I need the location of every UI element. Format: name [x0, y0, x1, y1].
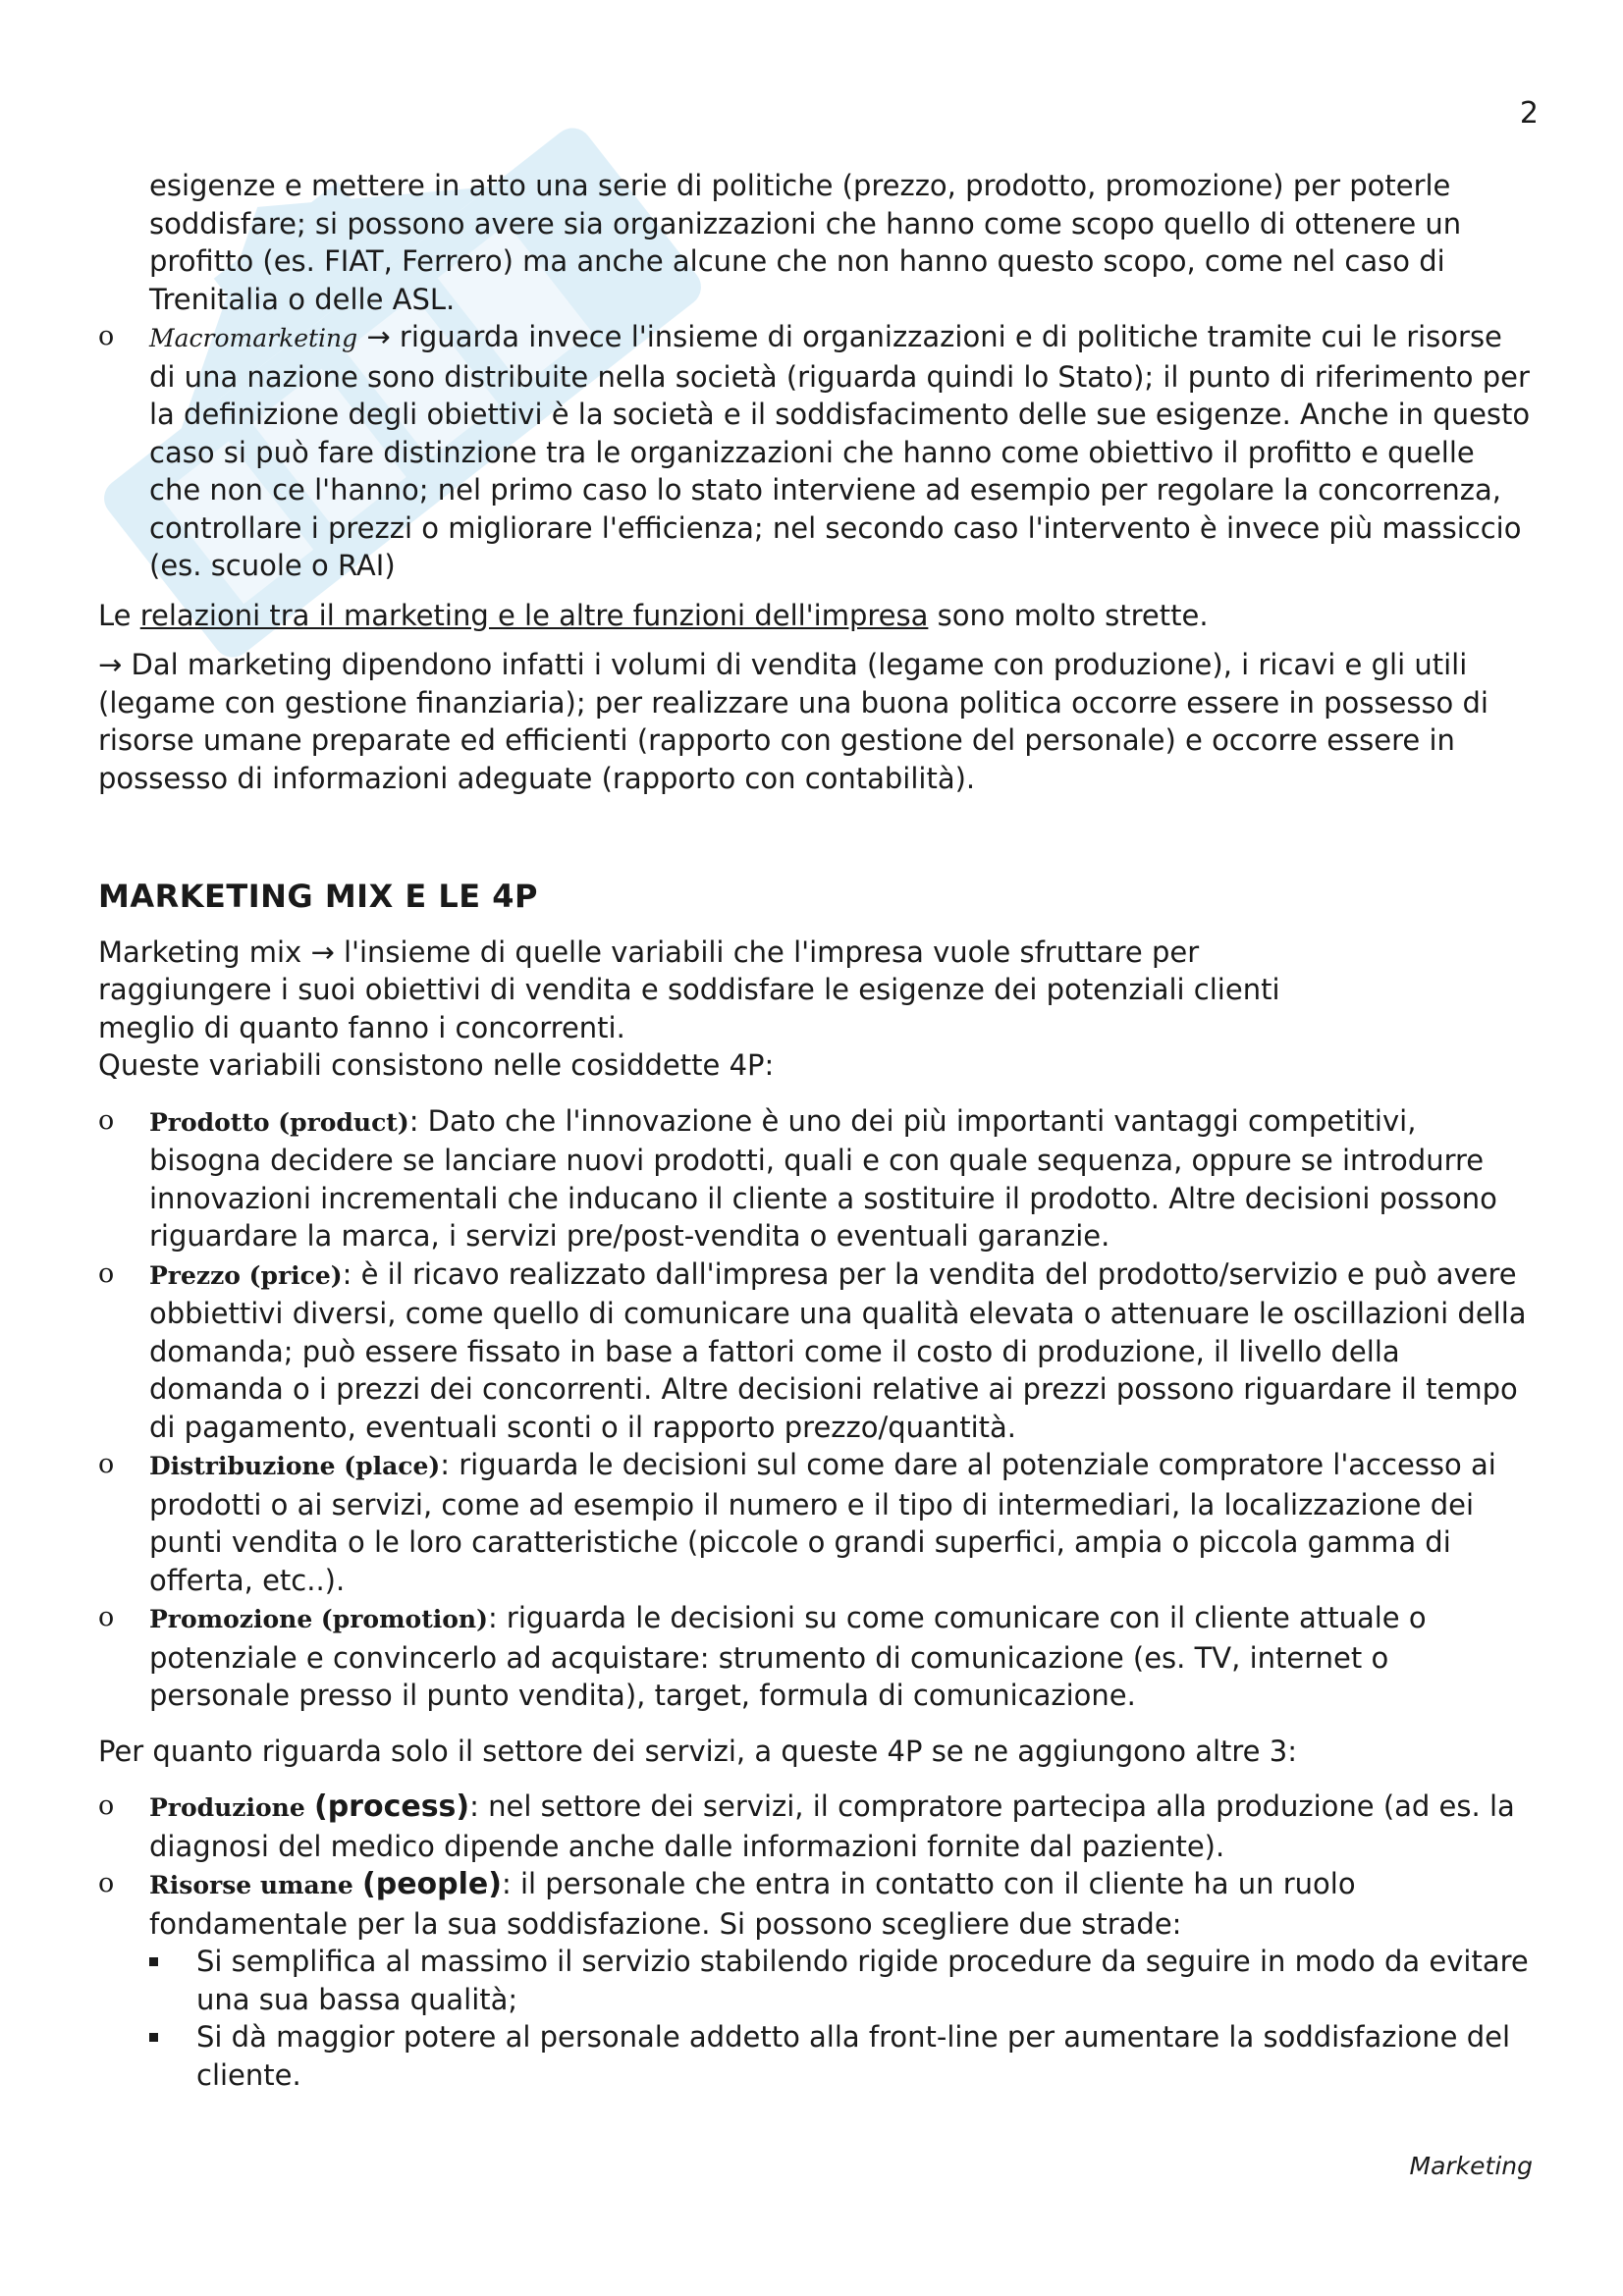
people-options-list [98, 1943, 1532, 2094]
mix-definition [98, 934, 1532, 1085]
term-promotion: Promozione (promotion) [149, 1605, 488, 1633]
mix-definition-line: meglio di quanto fanno i concorrenti. [98, 1010, 625, 1044]
bullet-marker: o [98, 1602, 115, 1632]
mix-definition-line: raggiungere i suoi obiettivi di vendita e soddisfare le esigenze dei potenziali clienti [98, 973, 1280, 1006]
mix-definition-line: Queste variabili consistono nelle cosiddette 4P: [98, 1048, 775, 1082]
place-text: : riguarda le decisioni sul come dare al potenziale compratore l'accesso ai prodotti o ai servizi, come ad esempio il numero e il tipo di intermediari, la localizzazione dei punti vendita o le loro caratteristiche (piccole o grandi superfici, ampia o piccola gamma di offerta, etc..). [149, 1448, 1496, 1597]
term-place: Distribuzione (place) [149, 1452, 441, 1480]
bullet-marker: o [98, 1104, 115, 1136]
option-text: Si dà maggior potere al personale addetto alla front-line per aumentare la soddisfazione del cliente. [196, 2020, 1511, 2092]
intro-continuation: esigenze e mettere in atto una serie di politiche (prezzo, prodotto, promozione) per poterle soddisfare; si possono avere sia organizzazioni che hanno come scopo quello di ottenere un profitto (es. FIAT, Ferrero) ma anche alcune che non hanno questo scopo, come nel caso di Trenitalia o delle ASL. [149, 169, 1462, 316]
bullet-marker: o [98, 321, 115, 351]
term-macromarketing: Macromarketing [149, 324, 358, 352]
list-item-place [98, 1446, 1532, 1599]
promotion-text: : riguarda le decisioni su come comunicare con il cliente attuale o potenziale e convincerlo ad acquistare: strumento di comunicazione (es. TV, internet o personale presso il punto vendita), target, formula di comunicazione. [149, 1601, 1427, 1712]
bullet-marker: o [98, 1790, 115, 1821]
arrow-icon: → [98, 648, 123, 681]
list-item-option [98, 2018, 1532, 2094]
term-product: Prodotto (product) [149, 1107, 409, 1137]
list-item-product [98, 1102, 1532, 1255]
list-item-option [98, 1943, 1532, 2018]
macromarketing-text: riguarda invece l'insieme di organizzazioni e di politiche tramite cui le risorse di una nazione sono distribuite nella società (riguarda quindi lo Stato); il punto di riferimento per la definizione degli obiettivi è la società e il soddisfacimento delle sue esigenze. Anche in questo caso si può fare distinzione tra le organizzazioni che hanno come obiettivo il profitto e quelle che non ce l'hanno; nel primo caso lo stato interviene ad esempio per regolare la concorrenza, controllare i prezzi o migliorare l'efficienza; nel secondo caso l'intervento è invece più massiccio (es. scuole o RAI) [149, 320, 1531, 582]
term-price: Prezzo (price) [149, 1260, 343, 1290]
term-people-en: (people) [362, 1867, 502, 1901]
list-item-macromarketing [98, 318, 1532, 585]
bullet-marker: o [98, 1449, 115, 1479]
document-body [98, 167, 1532, 2094]
list-item-people [98, 1865, 1532, 1943]
term-people: Risorse umane [149, 1871, 353, 1899]
square-bullet-icon [149, 2033, 158, 2042]
list-item-price [98, 1255, 1532, 1447]
relations-suffix: sono molto strette. [937, 598, 1209, 632]
square-bullet-icon [149, 1957, 158, 1966]
term-process-en: (process) [313, 1789, 470, 1824]
services-intro: Per quanto riguarda solo il settore dei servizi, a queste 4P se ne aggiungono altre 3: [98, 1734, 1297, 1768]
option-text: Si semplifica al massimo il servizio stabilendo rigide procedure da seguire in modo da evitare una sua bassa qualità; [196, 1945, 1529, 2016]
list-item-process [98, 1788, 1532, 1865]
price-text: : è il ricavo realizzato dall'impresa per la vendita del prodotto/servizio e può avere obbiettivi diversi, come quello di comunicare una qualità elevata o attenuare le oscillazioni della domanda; può essere fissato in base a fattori come il costo di produzione, il livello della domanda o i prezzi dei concorrenti. Altre decisioni relative ai prezzi possono riguardare il tempo di pagamento, eventuali sconti o il rapporto prezzo/quantità. [149, 1256, 1527, 1444]
term-process: Produzione [149, 1793, 305, 1822]
macro-list [98, 318, 1532, 585]
relations-paragraph [98, 597, 1532, 635]
relations-detail-text: Dal marketing dipendono infatti i volumi di vendita (legame con produzione), i ricavi e gli utili (legame con gestione finanziaria); per realizzare una buona politica occorre essere in possesso di risorse umane preparate ed efficienti (rapporto con gestione del personale) e occorre essere in possesso di informazioni adeguate (rapporto con contabilità). [98, 648, 1488, 795]
arrow-icon: → [366, 320, 391, 353]
page-number: 2 [1519, 96, 1539, 131]
relations-underlined: relazioni tra il marketing e le altre funzioni dell'impresa [139, 598, 929, 632]
product-text: : Dato che l'innovazione è uno dei più importanti vantaggi competitivi, bisogna decidere se lanciare nuovi prodotti, quali e con quale sequenza, oppure se introdurre innovazioni incrementali che inducano il cliente a sostituire il prodotto. Altre decisioni possono riguardare la marca, i servizi pre/post-vendita o eventuali garanzie. [149, 1103, 1497, 1253]
list-item-promotion [98, 1599, 1532, 1715]
footer-title: Marketing [1409, 2152, 1533, 2180]
mix-definition-line: Marketing mix → l'insieme di quelle variabili che l'impresa vuole sfruttare per [98, 934, 1200, 969]
relations-detail-paragraph [98, 646, 1532, 797]
four-p-list [98, 1102, 1532, 1715]
section-heading: MARKETING MIX E LE 4P [98, 878, 538, 915]
bullet-marker: o [98, 1868, 115, 1898]
relations-prefix: Le [98, 598, 132, 632]
services-list [98, 1788, 1532, 1943]
people-text: : il personale che entra in contatto con il cliente ha un ruolo fondamentale per la sua soddisfazione. Si possono scegliere due strade: [149, 1867, 1356, 1941]
bullet-marker: o [98, 1257, 115, 1289]
process-text: : nel settore dei servizi, il compratore partecipa alla produzione (ad es. la diagnosi del medico dipende anche dalle informazioni fornite dal paziente). [149, 1789, 1515, 1863]
